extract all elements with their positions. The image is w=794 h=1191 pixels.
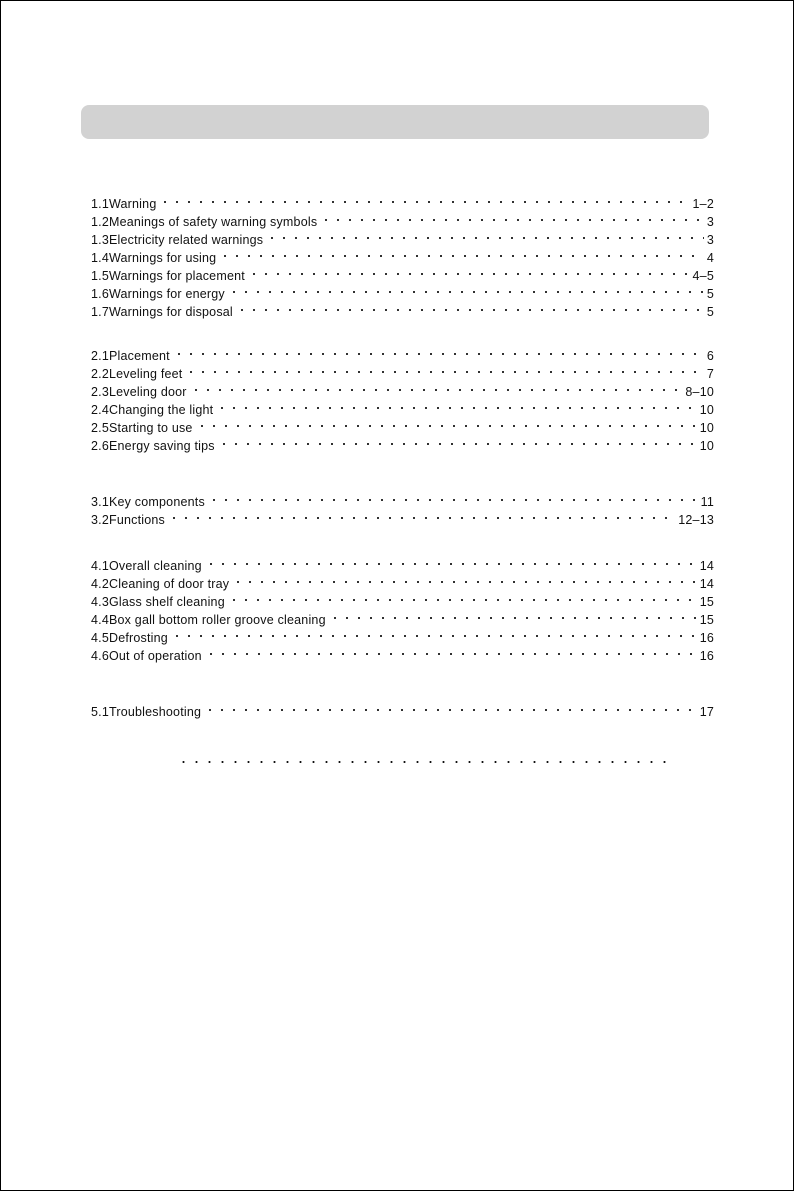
dot-leader (266, 235, 704, 241)
toc-entry[interactable] (91, 575, 714, 593)
toc-entry-label: Warnings for disposal (108, 305, 233, 319)
toc-entry-label: Warnings for using (108, 251, 217, 265)
toc-entry-label: Starting to use (108, 421, 193, 435)
toc-entry-number: 4.1 (91, 559, 109, 573)
toc-entry-page: 10 (699, 421, 714, 435)
toc-entry-label: Energy saving tips (108, 439, 215, 453)
toc-entry[interactable] (91, 493, 714, 511)
dot-leader (208, 497, 698, 503)
dot-leader (232, 579, 696, 585)
toc-entry-page: 14 (699, 559, 714, 573)
toc-entry-number: 2.3 (91, 385, 109, 399)
toc-entry-label: Warning (108, 197, 157, 211)
toc-entry-label: Electricity related warnings (108, 233, 264, 247)
toc-entry-number: 2.5 (91, 421, 109, 435)
toc-entry-number: 1.4 (91, 251, 109, 265)
title-bar (81, 105, 709, 139)
toc-entry[interactable] (91, 511, 714, 529)
toc-entry[interactable] (91, 347, 714, 365)
table-of-contents (91, 195, 714, 721)
toc-entry-page: 5 (706, 287, 714, 301)
toc-entry-number: 4.6 (91, 649, 109, 663)
toc-entry-page: 16 (699, 631, 714, 645)
toc-entry-number: 4.2 (91, 577, 109, 591)
dot-leader (248, 271, 690, 277)
toc-entry-number: 4.4 (91, 613, 109, 627)
toc-entry-number: 1.2 (91, 215, 109, 229)
toc-entry-page: 1–2 (692, 197, 714, 211)
toc-entry-number: 1.6 (91, 287, 109, 301)
toc-entry-page: 15 (699, 595, 714, 609)
toc-entry[interactable] (91, 557, 714, 575)
toc-entry[interactable] (91, 267, 714, 285)
toc-entry-page: 10 (699, 403, 714, 417)
dot-leader (171, 633, 697, 639)
dot-leader (216, 405, 696, 411)
dot-leader (190, 387, 683, 393)
toc-entry-page: 4 (706, 251, 714, 265)
toc-entry-number: 2.1 (91, 349, 109, 363)
toc-entry-label: Warnings for energy (108, 287, 225, 301)
toc-entry[interactable] (91, 285, 714, 303)
toc-entry-label: Box gall bottom roller groove cleaning (108, 613, 326, 627)
toc-entry-number: 1.5 (91, 269, 109, 283)
toc-section-1 (91, 195, 714, 321)
toc-entry-page: 3 (706, 215, 714, 229)
toc-section-3 (91, 493, 714, 529)
toc-section-4 (91, 557, 714, 665)
toc-entry-label: Warnings for placement (108, 269, 245, 283)
toc-entry[interactable] (91, 629, 714, 647)
dot-leader (228, 597, 697, 603)
toc-entry-number: 1.1 (91, 197, 109, 211)
toc-entry-page: 10 (699, 439, 714, 453)
dot-leader (204, 707, 697, 713)
toc-entry-page: 15 (699, 613, 714, 627)
toc-entry[interactable] (91, 365, 714, 383)
toc-entry-label: Leveling feet (108, 367, 183, 381)
toc-entry-label: Placement (108, 349, 170, 363)
toc-entry-page: 11 (700, 495, 714, 509)
toc-entry-page: 6 (706, 349, 714, 363)
toc-entry[interactable] (91, 703, 714, 721)
toc-entry-label: Changing the light (108, 403, 214, 417)
toc-entry-page: 5 (706, 305, 714, 319)
toc-entry-label: Defrosting (108, 631, 168, 645)
toc-entry[interactable] (91, 303, 714, 321)
toc-entry[interactable] (91, 437, 714, 455)
dot-leader (173, 351, 704, 357)
toc-entry-label: Out of operation (108, 649, 202, 663)
dot-leader (320, 217, 704, 223)
dot-leader (185, 369, 703, 375)
toc-section-2 (91, 347, 714, 455)
toc-entry-number: 2.6 (91, 439, 109, 453)
toc-entry-number: 4.3 (91, 595, 109, 609)
dot-leader (205, 651, 697, 657)
toc-entry[interactable] (91, 611, 714, 629)
toc-entry-label: Key components (108, 495, 205, 509)
toc-entry-number: 4.5 (91, 631, 109, 645)
toc-entry-page: 16 (699, 649, 714, 663)
toc-entry-number: 3.1 (91, 495, 109, 509)
dot-leader (236, 307, 704, 313)
toc-entry-page: 7 (706, 367, 714, 381)
toc-entry-page: 14 (699, 577, 714, 591)
dot-leader (228, 289, 704, 295)
toc-entry[interactable] (91, 593, 714, 611)
toc-entry-label: Overall cleaning (108, 559, 202, 573)
dot-leader (159, 199, 689, 205)
toc-entry[interactable] (91, 249, 714, 267)
toc-entry-number: 5.1 (91, 705, 109, 719)
dot-leader (218, 441, 697, 447)
toc-entry-label: Glass shelf cleaning (108, 595, 225, 609)
dot-leader (205, 561, 697, 567)
toc-entry[interactable] (91, 195, 714, 213)
toc-entry-page: 8–10 (685, 385, 714, 399)
toc-entry-page: 12–13 (678, 513, 714, 527)
dot-leader (168, 515, 675, 521)
toc-section-5 (91, 703, 714, 721)
dotted-divider (177, 759, 667, 765)
toc-entry-label: Troubleshooting (108, 705, 202, 719)
toc-entry-label: Cleaning of door tray (108, 577, 230, 591)
toc-entry[interactable] (91, 213, 714, 231)
toc-entry-number: 1.3 (91, 233, 109, 247)
toc-entry[interactable] (91, 401, 714, 419)
toc-entry[interactable] (91, 383, 714, 401)
toc-entry[interactable] (91, 419, 714, 437)
toc-entry-number: 2.4 (91, 403, 109, 417)
dot-leader (219, 253, 704, 259)
toc-entry-page: 17 (699, 705, 714, 719)
toc-entry-label: Meanings of safety warning symbols (108, 215, 318, 229)
toc-entry-number: 2.2 (91, 367, 109, 381)
toc-entry-page: 3 (706, 233, 714, 247)
toc-entry-label: Functions (108, 513, 165, 527)
toc-entry-label: Leveling door (108, 385, 187, 399)
dot-leader (196, 423, 697, 429)
toc-entry[interactable] (91, 647, 714, 665)
toc-entry-number: 3.2 (91, 513, 109, 527)
toc-entry-number: 1.7 (91, 305, 109, 319)
toc-entry[interactable] (91, 231, 714, 249)
dot-leader (329, 615, 697, 621)
toc-entry-page: 4–5 (692, 269, 714, 283)
